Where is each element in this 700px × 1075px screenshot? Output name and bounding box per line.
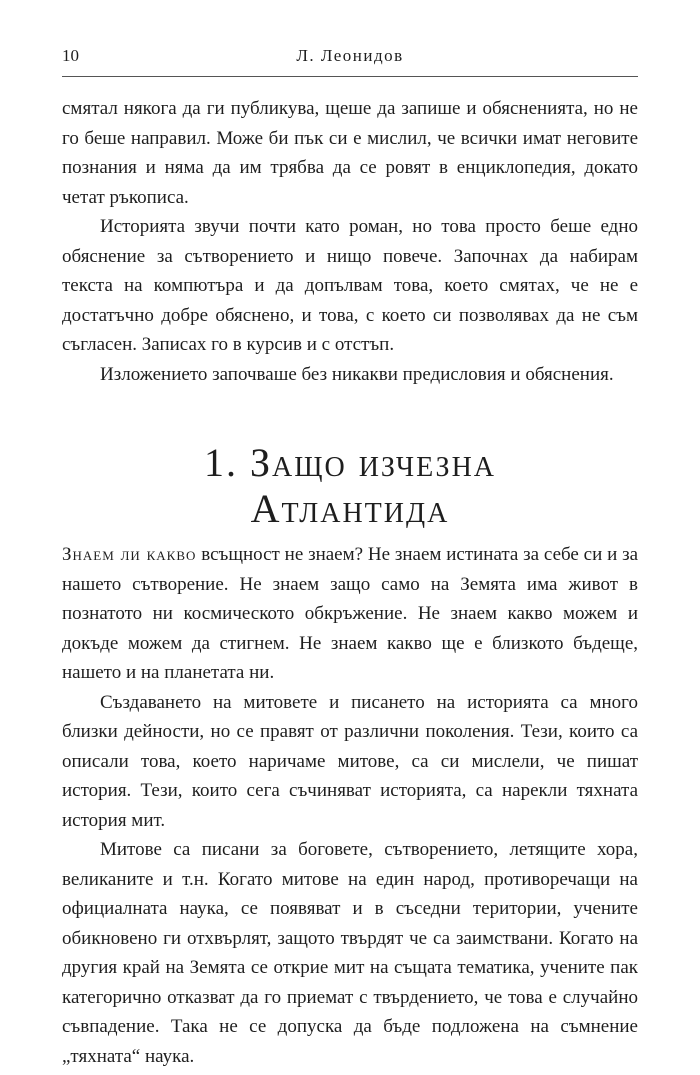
intro-paragraph-1: смятал някога да ги публикува, щеше да запише и обясненията, но не го беше направил. Може би пък си е мислил, че всички имат неговите познания и няма да им трябва да се ровят в енциклопедия, докато четат ръкописа.	[62, 98, 638, 208]
chapter-text	[62, 540, 638, 1071]
lead-small-caps: Знаем ли какво	[62, 544, 197, 565]
intro-paragraph-2: Историята звучи почти като роман, но това просто беше едно обяснение за сътворението и нищо повече. Започнах да набирам текста на компютъра и да допълвам това, което смятах, че не е достатъчно добре обяснено, и това, с което си позволявах да не съм съгласен. Записах го в курсив и с отстъп.	[62, 216, 638, 355]
running-head-author: Л. Леонидов	[296, 46, 404, 65]
chapter-paragraph-1-rest: всъщност не знаем? Не знаем истината за себе си и за нашето сътворение. Не знаем защо само на Земята има живот в познатото ни космическото обкръжение. Не знаем какво можем и докъде можем да стигнем. Не знаем какво ще е близкото бъдеще, нашето и на планетата ни.	[62, 544, 639, 683]
chapter-paragraph-3: Митове са писани за боговете, сътворението, летящите хора, великаните и т.н. Когато митове на един народ, противоречащи на официалната наука, се появяват и в съседни територии, учените обикновено ги отхвърлят, защото твърдят че са заимствани. Когато на другия край на Земята се открие мит на същата тематика, учените пак категорично отказват да го приемат с твърдението, че това е случайно съвпадение. Така не се допуска да бъде подложена на съмнение „тяхната“ наука.	[62, 839, 638, 1067]
chapter-title	[62, 440, 638, 532]
chapter-paragraph-2: Създаването на митовете и писането на историята са много близки дейности, но се правят от различни поколения. Тези, които са описали това, което наричаме митове, са си мислели, че пишат история. Тези, които сега съчиняват историята, са нарекли тяхната история мит.	[62, 691, 638, 831]
chapter-paragraph-1	[62, 540, 638, 688]
intro-paragraph-3: Изложението започваше без никакви предисловия и обяснения.	[100, 363, 614, 385]
chapter-title-line-2: Атлантида	[250, 486, 450, 531]
page-number: 10	[62, 46, 79, 65]
intro-text	[62, 94, 638, 389]
header-divider	[62, 76, 638, 77]
page-header	[62, 44, 638, 74]
chapter-title-line-1: 1. Защо изчезна	[203, 440, 497, 485]
